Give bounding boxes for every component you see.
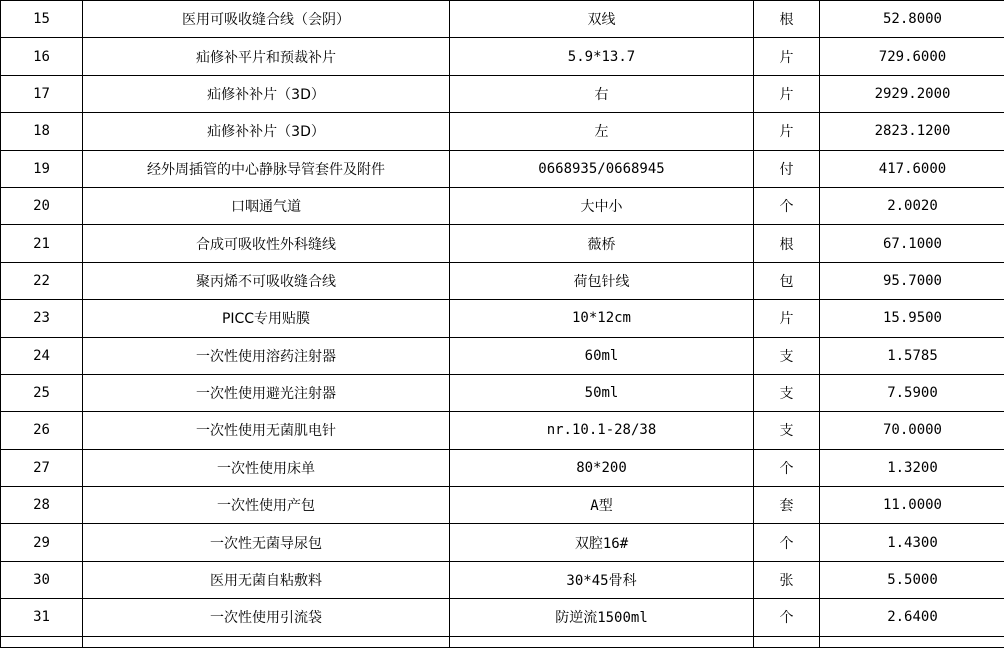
table-row (1, 374, 1004, 411)
item-spec-cell[interactable]: 10*12cm (450, 300, 754, 337)
item-price-cell[interactable]: 5.5000 (820, 561, 1004, 598)
item-spec-cell[interactable]: 左 (450, 113, 754, 150)
table-cell[interactable] (754, 636, 820, 647)
row-number-cell[interactable]: 22 (1, 262, 83, 299)
row-number-cell[interactable]: 23 (1, 300, 83, 337)
item-spec-cell[interactable]: 荷包针线 (450, 262, 754, 299)
item-spec-cell[interactable]: 80*200 (450, 449, 754, 486)
row-number-cell[interactable]: 18 (1, 113, 83, 150)
item-unit-cell[interactable]: 个 (754, 449, 820, 486)
item-unit-cell[interactable]: 包 (754, 262, 820, 299)
row-number-cell[interactable]: 30 (1, 561, 83, 598)
item-spec-cell[interactable]: 薇桥 (450, 225, 754, 262)
table-cell[interactable] (450, 636, 754, 647)
item-price-cell[interactable]: 2823.1200 (820, 113, 1004, 150)
item-unit-cell[interactable]: 张 (754, 561, 820, 598)
item-price-cell[interactable]: 1.5785 (820, 337, 1004, 374)
item-spec-cell[interactable]: A型 (450, 487, 754, 524)
table-cell[interactable] (820, 636, 1004, 647)
item-unit-cell[interactable]: 支 (754, 412, 820, 449)
item-unit-cell[interactable]: 片 (754, 113, 820, 150)
item-name-cell[interactable]: 一次性使用产包 (83, 487, 450, 524)
item-name-cell[interactable]: 一次性使用床单 (83, 449, 450, 486)
item-price-cell[interactable]: 1.4300 (820, 524, 1004, 561)
item-price-cell[interactable]: 95.7000 (820, 262, 1004, 299)
item-unit-cell[interactable]: 个 (754, 524, 820, 561)
table-row (1, 449, 1004, 486)
item-price-cell[interactable]: 7.5900 (820, 374, 1004, 411)
table-row (1, 38, 1004, 75)
item-name-cell[interactable]: 口咽通气道 (83, 187, 450, 224)
item-unit-cell[interactable]: 套 (754, 487, 820, 524)
item-name-cell[interactable]: PICC专用贴膜 (83, 300, 450, 337)
item-unit-cell[interactable]: 支 (754, 337, 820, 374)
item-unit-cell[interactable]: 个 (754, 187, 820, 224)
table-row (1, 412, 1004, 449)
table-cell[interactable] (1, 636, 83, 647)
item-unit-cell[interactable]: 个 (754, 599, 820, 636)
row-number-cell[interactable]: 24 (1, 337, 83, 374)
item-name-cell[interactable]: 聚丙烯不可吸收缝合线 (83, 262, 450, 299)
item-unit-cell[interactable]: 根 (754, 225, 820, 262)
table-row (1, 524, 1004, 561)
item-name-cell[interactable]: 一次性无菌导尿包 (83, 524, 450, 561)
price-table-body (1, 0, 1004, 647)
table-cell[interactable] (83, 636, 450, 647)
item-name-cell[interactable]: 疝修补补片（3D） (83, 75, 450, 112)
table-row (1, 300, 1004, 337)
row-number-cell[interactable]: 29 (1, 524, 83, 561)
item-unit-cell[interactable]: 支 (754, 374, 820, 411)
item-unit-cell[interactable]: 片 (754, 300, 820, 337)
item-name-cell[interactable]: 一次性使用引流袋 (83, 599, 450, 636)
item-price-cell[interactable]: 11.0000 (820, 487, 1004, 524)
table-row (1, 561, 1004, 598)
item-name-cell[interactable]: 一次性使用无菌肌电针 (83, 412, 450, 449)
table-row (1, 113, 1004, 150)
item-spec-cell[interactable]: 5.9*13.7 (450, 38, 754, 75)
row-number-cell[interactable]: 16 (1, 38, 83, 75)
table-row (1, 1, 1004, 38)
item-name-cell[interactable]: 一次性使用避光注射器 (83, 374, 450, 411)
item-unit-cell[interactable]: 片 (754, 75, 820, 112)
table-row-partial-bottom (1, 636, 1004, 647)
table-row (1, 187, 1004, 224)
table-row (1, 225, 1004, 262)
item-name-cell[interactable]: 合成可吸收性外科缝线 (83, 225, 450, 262)
item-name-cell[interactable]: 疝修补补片（3D） (83, 113, 450, 150)
item-unit-cell[interactable]: 根 (754, 1, 820, 38)
item-spec-cell[interactable]: 50ml (450, 374, 754, 411)
item-price-cell[interactable]: 1.3200 (820, 449, 1004, 486)
item-spec-cell[interactable]: nr.10.1-28/38 (450, 412, 754, 449)
item-price-cell[interactable]: 2.0020 (820, 187, 1004, 224)
table-row (1, 599, 1004, 636)
item-name-cell[interactable]: 疝修补平片和预裁补片 (83, 38, 450, 75)
item-price-cell[interactable]: 52.8000 (820, 1, 1004, 38)
row-number-cell[interactable]: 19 (1, 150, 83, 187)
table-row (1, 150, 1004, 187)
table-row (1, 75, 1004, 112)
item-spec-cell[interactable]: 右 (450, 75, 754, 112)
row-number-cell[interactable]: 21 (1, 225, 83, 262)
row-number-cell[interactable]: 17 (1, 75, 83, 112)
item-unit-cell[interactable]: 付 (754, 150, 820, 187)
item-price-cell[interactable]: 70.0000 (820, 412, 1004, 449)
table-row (1, 262, 1004, 299)
row-number-cell[interactable]: 27 (1, 449, 83, 486)
item-name-cell[interactable]: 一次性使用溶药注射器 (83, 337, 450, 374)
item-spec-cell[interactable]: 双线 (450, 1, 754, 38)
table-row (1, 337, 1004, 374)
item-name-cell[interactable]: 经外周插管的中心静脉导管套件及附件 (83, 150, 450, 187)
item-name-cell[interactable]: 医用无菌自粘敷料 (83, 561, 450, 598)
row-number-cell[interactable]: 25 (1, 374, 83, 411)
item-name-cell[interactable]: 医用可吸收缝合线（会阴） (83, 1, 450, 38)
item-spec-cell[interactable]: 双腔16# (450, 524, 754, 561)
item-price-cell[interactable]: 417.6000 (820, 150, 1004, 187)
row-number-cell[interactable]: 15 (1, 1, 83, 38)
row-number-cell[interactable]: 28 (1, 487, 83, 524)
row-number-cell[interactable]: 26 (1, 412, 83, 449)
row-number-cell[interactable]: 20 (1, 187, 83, 224)
item-price-cell[interactable]: 67.1000 (820, 225, 1004, 262)
item-price-cell[interactable]: 2929.2000 (820, 75, 1004, 112)
item-spec-cell[interactable]: 防逆流1500ml (450, 599, 754, 636)
item-spec-cell[interactable]: 60ml (450, 337, 754, 374)
item-spec-cell[interactable]: 30*45骨科 (450, 561, 754, 598)
item-spec-cell[interactable]: 0668935/0668945 (450, 150, 754, 187)
table-row (1, 487, 1004, 524)
item-price-cell[interactable]: 729.6000 (820, 38, 1004, 75)
item-price-cell[interactable]: 2.6400 (820, 599, 1004, 636)
item-spec-cell[interactable]: 大中小 (450, 187, 754, 224)
item-unit-cell[interactable]: 片 (754, 38, 820, 75)
item-price-cell[interactable]: 15.9500 (820, 300, 1004, 337)
row-number-cell[interactable]: 31 (1, 599, 83, 636)
